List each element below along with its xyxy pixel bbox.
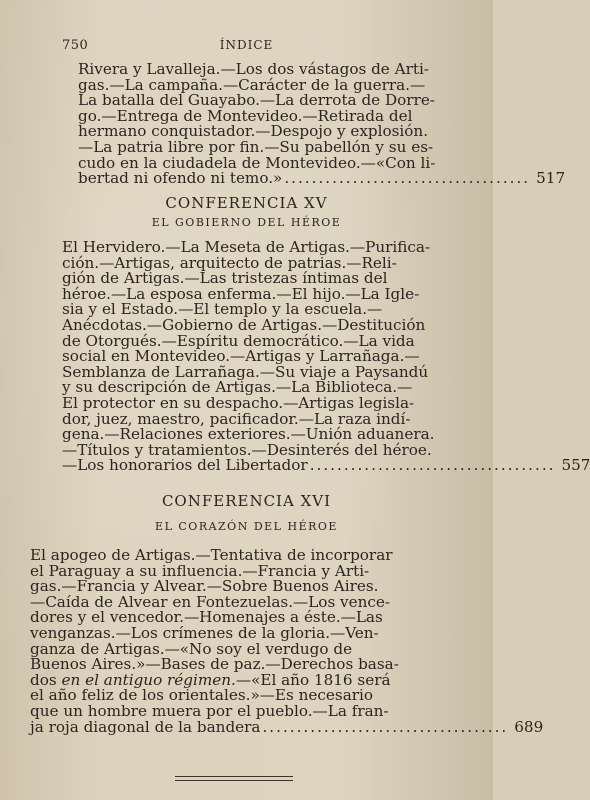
entry-line: gas.—La campaña.—Carácter de la guerra.— xyxy=(78,75,426,94)
entry-line: héroe.—La esposa enferma.—El hijo.—La Igle- xyxy=(62,284,420,303)
entry-line: el año feliz de los orientales.»—Es necesario xyxy=(30,686,374,705)
entry-text: —«El año 1816 será xyxy=(235,670,391,689)
entry-last-line xyxy=(62,456,590,475)
entry-line: El protector en su despacho.—Artigas legisla- xyxy=(62,393,415,412)
entry-last-line xyxy=(78,169,566,188)
entry-line: El Hervidero.—La Meseta de Artigas.—Purifica- xyxy=(62,238,431,256)
entry-line: bertad ni ofendo ni temo.» xyxy=(78,169,283,188)
entry-line: ja roja diagonal de la bandera xyxy=(30,717,261,736)
entry-line: dor, juez, maestro, pacificador.—La raza indí- xyxy=(62,409,411,428)
entry-line: el Paraguay a su influencia.—Francia y Arti- xyxy=(30,561,370,580)
closing-rule xyxy=(175,780,293,781)
italic-phrase: en el antiguo régimen. xyxy=(61,670,236,689)
conference-xvi-summary xyxy=(30,546,544,736)
entry-line: —La patria libre por fin.—Su pabellón y su es- xyxy=(78,137,434,156)
entry-line: Semblanza de Larrañaga.—Su viaje a Paysandú xyxy=(62,362,429,381)
entry-line: y su descripción de Artigas.—La Biblioteca.— xyxy=(62,378,413,397)
closing-rule xyxy=(175,776,293,777)
entry-last-line xyxy=(30,717,544,736)
conference-title: CONFERENCIA XV xyxy=(165,194,328,212)
entry-line: ción.—Artigas, arquitecto de patrias.—Reli- xyxy=(62,253,397,272)
entry-line: sia y el Estado.—El templo y la escuela.— xyxy=(62,300,383,319)
entry-line: —Caída de Alvear en Fontezuelas.—Los vence- xyxy=(30,592,391,611)
entry-line: Buenos Aires.»—Bases de paz.—Derechos basa- xyxy=(30,655,399,674)
entry-line: dores y el vencedor.—Homenajes a éste.—Las xyxy=(30,608,383,627)
leader-dots: .................................... xyxy=(309,456,556,475)
entry-line: que un hombre muera por el pueblo.—La fran- xyxy=(30,701,389,720)
running-head: ÍNDICE xyxy=(219,38,274,52)
conference-subtitle: EL GOBIERNO DEL HÉROE xyxy=(151,216,342,229)
entry-line: go.—Entrega de Montevideo.—Retirada del xyxy=(78,106,413,125)
entry-line: de Otorgués.—Espíritu democrático.—La vida xyxy=(62,331,415,350)
leader-dots: .................................... xyxy=(262,717,509,736)
entry-line: cudo en la ciudadela de Montevideo.—«Con li- xyxy=(78,153,436,172)
entry-text: dos xyxy=(30,670,62,689)
entry-line: gena.—Relaciones exteriores.—Unión aduanera. xyxy=(62,425,435,444)
leader-dots: .................................... xyxy=(284,169,531,188)
entry-line: Rivera y Lavalleja.—Los dos vástagos de Arti- xyxy=(78,60,429,78)
entry-line: gión de Artigas.—Las tristezas íntimas del xyxy=(62,269,388,288)
entry-line: ganza de Artigas.—«No soy el verdugo de xyxy=(30,639,353,658)
page-reference: 689 xyxy=(514,717,544,736)
entry-line: venganzas.—Los crímenes de la gloria.—Ven- xyxy=(30,623,379,642)
entry-line: La batalla del Guayabo.—La derrota de Dorre- xyxy=(78,91,435,110)
continuation-block xyxy=(78,60,566,188)
entry-line: —Los honorarios del Libertador xyxy=(62,456,308,475)
page-reference: 517 xyxy=(536,169,566,188)
entry-line: hermano conquistador.—Despojo y explosión. xyxy=(78,122,429,141)
conference-title: CONFERENCIA XVI xyxy=(161,492,332,510)
entry-line: social en Montevideo.—Artigas y Larrañaga.— xyxy=(62,347,420,366)
conference-xv-summary xyxy=(62,238,590,475)
entry-line: Anécdotas.—Gobierno de Artigas.—Destitución xyxy=(62,315,426,334)
conference-subtitle: EL CORAZÓN DEL HÉROE xyxy=(155,520,338,533)
page-number: 750 xyxy=(62,38,89,53)
entry-line: gas.—Francia y Alvear.—Sobre Buenos Aires. xyxy=(30,577,379,596)
entry-line: —Títulos y tratamientos.—Desinterés del héroe. xyxy=(62,440,432,459)
page-reference: 557 xyxy=(561,456,590,475)
entry-line: El apogeo de Artigas.—Tentativa de incorporar xyxy=(30,546,393,564)
